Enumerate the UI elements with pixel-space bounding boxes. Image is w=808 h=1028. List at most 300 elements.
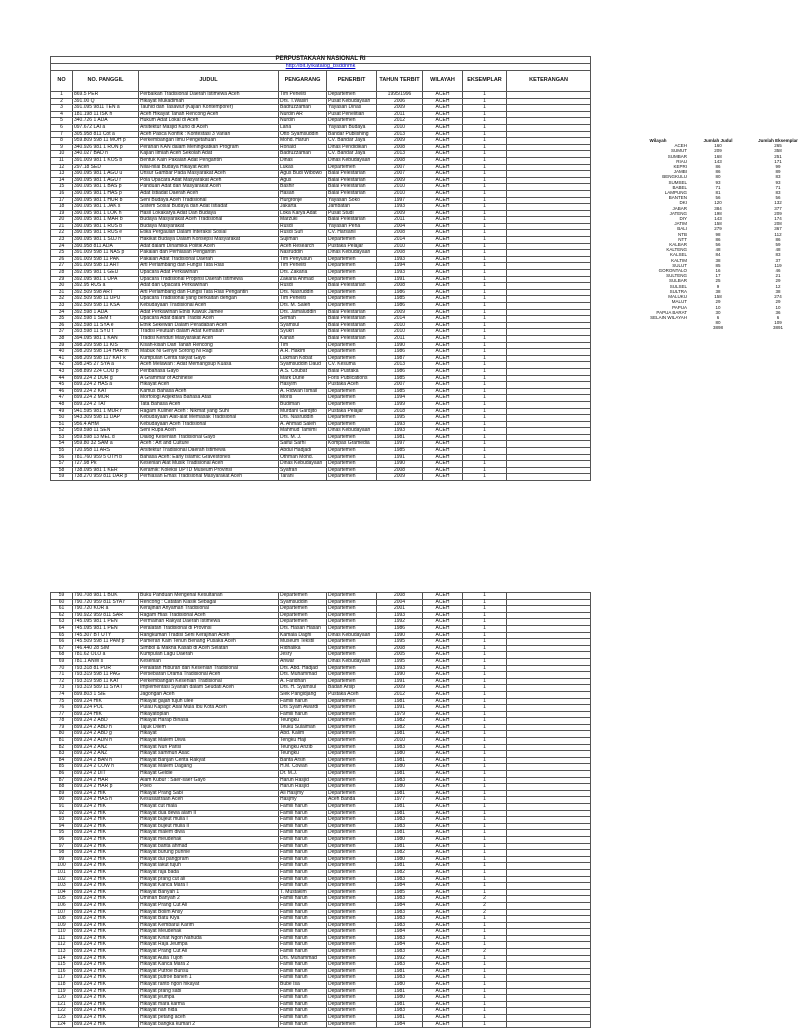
keterangan-cell[interactable] — [507, 401, 591, 408]
table-cell[interactable]: Kebudayaan Aceh Tradisional — [139, 421, 279, 428]
keterangan-cell[interactable] — [507, 131, 591, 138]
table-cell[interactable]: 1991 — [377, 454, 423, 461]
table-cell[interactable]: Departemen — [327, 619, 377, 626]
table-cell[interactable]: 2007 — [377, 164, 423, 171]
table-cell[interactable]: Hikayat malem diwa — [139, 830, 279, 837]
table-cell[interactable]: Pustaka Aceh — [327, 691, 377, 698]
table-cell[interactable]: Drs. Abd. Hadjad — [279, 665, 327, 672]
table-cell[interactable]: Hikayat prang sabi — [139, 988, 279, 995]
summary-cell[interactable]: JATIM — [674, 221, 687, 227]
keterangan-cell[interactable] — [507, 190, 591, 197]
table-cell[interactable]: 1 — [463, 843, 507, 850]
table-cell[interactable]: 66 — [51, 639, 73, 646]
keterangan-cell[interactable] — [507, 777, 591, 784]
table-cell[interactable]: ACEH — [423, 698, 463, 705]
table-cell[interactable]: 2008 — [377, 250, 423, 257]
summary-cell[interactable]: 59 — [775, 242, 781, 248]
table-cell[interactable]: 16 — [51, 190, 73, 197]
table-cell[interactable]: Lukas — [279, 164, 327, 171]
table-cell[interactable]: Departemen — [327, 1021, 377, 1028]
table-cell[interactable]: 899.224 2 HIK — [73, 804, 139, 811]
table-cell[interactable]: 44 — [51, 375, 73, 382]
keterangan-cell[interactable] — [507, 349, 591, 356]
table-cell[interactable]: 2009 — [377, 685, 423, 692]
table-cell[interactable]: Kebudayaan Tradisional Aceh — [139, 303, 279, 310]
table-cell[interactable]: Kesenian Alat Musik Tradisional Aceh — [139, 461, 279, 468]
table-cell[interactable]: ACEH — [423, 929, 463, 936]
table-cell[interactable]: 1990 — [377, 672, 423, 679]
summary-cell[interactable]: 158 — [714, 294, 722, 300]
table-cell[interactable]: 1980 — [377, 836, 423, 843]
keterangan-cell[interactable] — [507, 711, 591, 718]
table-cell[interactable]: 398.245 27 SYA a — [73, 362, 139, 369]
table-cell[interactable]: ACEH — [423, 355, 463, 362]
summary-cell[interactable]: BABEL — [672, 184, 687, 190]
table-cell[interactable]: Departemen — [327, 388, 377, 395]
keterangan-cell[interactable] — [507, 309, 591, 316]
table-cell[interactable]: ACEH — [423, 171, 463, 178]
table-cell[interactable]: ACEH — [423, 395, 463, 402]
table-cell[interactable]: Departemen — [279, 593, 327, 600]
table-cell[interactable]: ACEH — [423, 988, 463, 995]
table-cell[interactable]: 2010 — [377, 124, 423, 131]
table-cell[interactable]: 26 — [51, 256, 73, 263]
keterangan-cell[interactable] — [507, 744, 591, 751]
table-cell[interactable]: Budaya Masyarakat — [139, 223, 279, 230]
table-cell[interactable]: ACEH — [423, 1021, 463, 1028]
table-cell[interactable]: 36 — [51, 322, 73, 329]
table-cell[interactable]: 2004 — [377, 223, 423, 230]
table-cell[interactable]: Kanan — [279, 335, 327, 342]
table-cell[interactable]: Famili harun — [279, 817, 327, 824]
keterangan-cell[interactable] — [507, 1001, 591, 1008]
table-cell[interactable]: Perhiasan Emas Tradisional Masyarakat Aceh — [139, 474, 279, 481]
table-cell[interactable]: T. Mustakim — [279, 889, 327, 896]
table-cell[interactable]: 1 — [463, 408, 507, 415]
summary-cell[interactable]: 209 — [714, 148, 722, 154]
table-cell[interactable]: 115 — [51, 962, 73, 969]
keterangan-cell[interactable] — [507, 790, 591, 797]
summary-cell[interactable]: JABAR — [672, 205, 687, 211]
table-cell[interactable]: 899.224 2 HAR p — [73, 784, 139, 791]
keterangan-cell[interactable] — [507, 639, 591, 646]
table-cell[interactable]: 1985 — [377, 448, 423, 455]
table-cell[interactable]: 869.5 PER — [73, 92, 139, 99]
summary-cell[interactable]: 80 — [715, 320, 721, 326]
table-cell[interactable]: 1992 — [377, 955, 423, 962]
summary-cell[interactable]: 160 — [714, 143, 722, 149]
table-cell[interactable]: Departemen — [327, 790, 377, 797]
table-cell[interactable]: 2009 — [377, 474, 423, 481]
table-cell[interactable]: 2011 — [377, 335, 423, 342]
table-cell[interactable]: 2004 — [377, 599, 423, 606]
table-cell[interactable]: 27 — [51, 263, 73, 270]
table-cell[interactable]: 899.224 2 HIK — [73, 863, 139, 870]
table-cell[interactable]: ACEH — [423, 777, 463, 784]
table-cell[interactable]: Dinas Kebudayaan — [327, 658, 377, 665]
table-cell[interactable]: Hikayat Malem Dagang — [139, 764, 279, 771]
table-cell[interactable]: 37 — [51, 329, 73, 336]
table-cell[interactable]: Departemen — [327, 995, 377, 1002]
summary-cell[interactable]: SULBAR — [668, 278, 687, 284]
table-cell[interactable]: 1981 — [377, 863, 423, 870]
table-cell[interactable]: 1994 — [377, 395, 423, 402]
summary-cell[interactable]: 83 — [775, 252, 781, 258]
table-cell[interactable]: 1 — [463, 942, 507, 949]
table-cell[interactable]: Arti Perlambang dan Fungsi Tata Rias — [139, 263, 279, 270]
table-cell[interactable]: 392.509 598 ART — [73, 289, 139, 296]
summary-cell[interactable]: 174 — [774, 216, 782, 222]
table-cell[interactable]: 2 — [463, 909, 507, 916]
table-cell[interactable]: 123 — [51, 1015, 73, 1022]
table-cell[interactable]: Seni Budaya Aceh Tradisional — [139, 197, 279, 204]
table-cell[interactable]: Tim — [279, 342, 327, 349]
table-cell[interactable]: ACEH — [423, 388, 463, 395]
summary-cell[interactable]: 132 — [774, 200, 782, 206]
table-cell[interactable]: 14 — [51, 177, 73, 184]
table-cell[interactable]: 71 — [51, 672, 73, 679]
summary-cell[interactable]: KALTENG — [666, 247, 687, 253]
table-cell[interactable]: 7 — [51, 131, 73, 138]
table-cell[interactable]: 47 — [51, 395, 73, 402]
table-cell[interactable]: 23 — [51, 237, 73, 244]
table-cell[interactable]: A Grammar of Achinese — [139, 375, 279, 382]
table-cell[interactable]: Teungku — [279, 751, 327, 758]
table-cell[interactable]: ACEH — [423, 349, 463, 356]
table-cell[interactable]: Departemen — [327, 665, 377, 672]
table-cell[interactable]: ACEH — [423, 757, 463, 764]
table-cell[interactable]: 1983 — [377, 744, 423, 751]
table-cell[interactable]: 1 — [463, 823, 507, 830]
table-cell[interactable]: 34 — [51, 309, 73, 316]
table-cell[interactable]: ACEH — [423, 1008, 463, 1015]
table-cell[interactable]: Aceh Banda — [327, 797, 377, 804]
table-cell[interactable]: 746.440 28 SIM — [73, 645, 139, 652]
keterangan-cell[interactable] — [507, 362, 591, 369]
table-cell[interactable]: ACEH — [423, 632, 463, 639]
summary-cell[interactable]: 38 — [715, 257, 721, 263]
table-cell[interactable]: Dinas — [279, 157, 327, 164]
table-cell[interactable]: Balai Pelestarian — [327, 190, 377, 197]
table-cell[interactable]: ACEH — [423, 942, 463, 949]
keterangan-cell[interactable] — [507, 593, 591, 600]
table-cell[interactable]: Famili harun — [279, 949, 327, 956]
table-cell[interactable]: Famili harun — [279, 909, 327, 916]
table-cell[interactable]: 1 — [463, 639, 507, 646]
table-cell[interactable]: 899.224 2 HIK — [73, 889, 139, 896]
table-cell[interactable]: 22 — [51, 230, 73, 237]
table-cell[interactable]: Syamsul — [279, 322, 327, 329]
table-cell[interactable]: ACEH — [423, 204, 463, 211]
table-cell[interactable]: Departemen — [327, 850, 377, 857]
table-cell[interactable]: 1993 — [377, 204, 423, 211]
keterangan-cell[interactable] — [507, 724, 591, 731]
table-cell[interactable]: ACEH — [423, 797, 463, 804]
table-cell[interactable]: 1 — [463, 474, 507, 481]
summary-cell[interactable]: 209 — [774, 210, 782, 216]
table-cell[interactable]: 5 — [51, 118, 73, 125]
keterangan-cell[interactable] — [507, 421, 591, 428]
keterangan-cell[interactable] — [507, 652, 591, 659]
table-cell[interactable]: ACEH — [423, 672, 463, 679]
table-cell[interactable]: 1 — [463, 625, 507, 632]
summary-cell[interactable]: 46 — [775, 268, 781, 274]
table-cell[interactable]: Upacara Adat Perkawinan — [139, 270, 279, 277]
table-cell[interactable]: 1983 — [377, 949, 423, 956]
table-cell[interactable]: 392.095 981 1 GEU — [73, 270, 139, 277]
keterangan-cell[interactable] — [507, 909, 591, 916]
table-cell[interactable]: 793.319 598 11 PAG — [73, 672, 139, 679]
table-cell[interactable]: Nurdin AR — [279, 111, 327, 118]
table-cell[interactable]: 2009 — [377, 210, 423, 217]
table-cell[interactable]: Famili harun — [279, 698, 327, 705]
table-cell[interactable]: 1995 — [377, 415, 423, 422]
table-cell[interactable]: 2012 — [377, 118, 423, 125]
table-cell[interactable]: 2009 — [377, 309, 423, 316]
table-cell[interactable]: Bashir — [279, 184, 327, 191]
table-cell[interactable]: ACEH — [423, 144, 463, 151]
table-cell[interactable]: Hikayat Banjan Cerita Rakyat — [139, 757, 279, 764]
table-cell[interactable]: Famili harun — [279, 1021, 327, 1028]
table-cell[interactable]: 56 — [51, 454, 73, 461]
summary-cell[interactable]: DKI — [679, 200, 687, 206]
table-cell[interactable]: ACEH — [423, 968, 463, 975]
table-cell[interactable]: Loka Karya Adat — [279, 210, 327, 217]
table-cell[interactable]: Sujiman — [279, 237, 327, 244]
table-cell[interactable]: 899.224 2 HIK — [73, 843, 139, 850]
table-cell[interactable]: Balai Pelestarian — [327, 171, 377, 178]
keterangan-cell[interactable] — [507, 454, 591, 461]
table-cell[interactable]: 391.00 Q — [73, 98, 139, 105]
table-cell[interactable]: 52 — [51, 428, 73, 435]
table-cell[interactable]: Departemen — [327, 942, 377, 949]
table-cell[interactable]: Kisah-kisah Dari Tanah Rencong — [139, 342, 279, 349]
table-cell[interactable]: ACEH — [423, 625, 463, 632]
table-cell[interactable]: Moris — [279, 395, 327, 402]
table-cell[interactable]: Famili harun — [279, 1008, 327, 1015]
table-cell[interactable]: ACEH — [423, 210, 463, 217]
table-cell[interactable]: 1 — [463, 197, 507, 204]
keterangan-cell[interactable] — [507, 995, 591, 1002]
table-cell[interactable]: Hikayat Prang Cut Ali — [139, 949, 279, 956]
table-cell[interactable]: Departemen — [327, 672, 377, 679]
table-cell[interactable]: 899.224 2 HIK — [73, 968, 139, 975]
table-cell[interactable]: 392.598 1 SEM t — [73, 316, 139, 323]
table-cell[interactable]: Lana — [279, 124, 327, 131]
table-cell[interactable]: ACEH — [423, 751, 463, 758]
table-cell[interactable]: 899.224 2 HIK — [73, 1008, 139, 1015]
table-cell[interactable]: 85 — [51, 764, 73, 771]
keterangan-cell[interactable] — [507, 606, 591, 613]
table-cell[interactable]: 12 — [51, 164, 73, 171]
table-cell[interactable]: Departemen — [327, 955, 377, 962]
table-cell[interactable]: 899.224 2 HIK — [73, 995, 139, 1002]
table-cell[interactable]: Hikayat bujeut mulia II — [139, 823, 279, 830]
table-cell[interactable]: Hikayat raja bada — [139, 869, 279, 876]
table-cell[interactable]: 1980 — [377, 982, 423, 989]
table-cell[interactable]: 899.224 HIK — [73, 698, 139, 705]
table-cell[interactable]: Famili harun — [279, 929, 327, 936]
table-cell[interactable]: ACEH — [423, 118, 463, 125]
table-cell[interactable]: Departemen — [327, 764, 377, 771]
table-cell[interactable]: ACEH — [423, 606, 463, 613]
table-cell[interactable]: 107 — [51, 909, 73, 916]
table-cell[interactable]: 105 — [51, 896, 73, 903]
table-cell[interactable]: 1 — [463, 705, 507, 712]
table-cell[interactable]: 1 — [463, 395, 507, 402]
table-cell[interactable]: CV. Bandar Jaya — [327, 151, 377, 158]
table-cell[interactable]: 1 — [463, 316, 507, 323]
table-cell[interactable]: Departemen — [327, 237, 377, 244]
table-cell[interactable]: Departemen — [327, 817, 377, 824]
summary-cell[interactable] — [628, 325, 688, 330]
table-cell[interactable]: 1981 — [377, 757, 423, 764]
table-cell[interactable]: 1 — [463, 243, 507, 250]
table-cell[interactable]: 899.224 2 HIK — [73, 883, 139, 890]
keterangan-cell[interactable] — [507, 883, 591, 890]
table-cell[interactable]: Famili harun — [279, 975, 327, 982]
table-cell[interactable]: 340.926 981 1 RON p — [73, 144, 139, 151]
table-cell[interactable]: 1977 — [377, 797, 423, 804]
summary-cell[interactable]: PAPUA — [672, 304, 687, 310]
table-cell[interactable]: 1 — [463, 263, 507, 270]
table-cell[interactable]: 103 — [51, 883, 73, 890]
table-cell[interactable]: Hikayat prang cut ali — [139, 876, 279, 883]
table-cell[interactable]: 391.009 981 1 KOS b — [73, 157, 139, 164]
table-cell[interactable]: 899.224 2 HAR — [73, 777, 139, 784]
keterangan-cell[interactable] — [507, 850, 591, 857]
table-cell[interactable]: Teungku — [279, 718, 327, 725]
table-cell[interactable]: Hikayat putroe banen 1 — [139, 975, 279, 982]
table-cell[interactable]: 899.224 2 HIK — [73, 962, 139, 969]
table-cell[interactable]: Adat dan Upacara Perkawinan — [139, 283, 279, 290]
table-cell[interactable]: Departemen — [327, 869, 377, 876]
table-cell[interactable]: Departemen — [327, 118, 377, 125]
table-cell[interactable]: Hikayat banta ahmad — [139, 843, 279, 850]
table-cell[interactable]: 63 — [51, 619, 73, 626]
table-cell[interactable]: 745.509 598 11 PAM p — [73, 639, 139, 646]
table-cell[interactable]: 25 — [51, 250, 73, 257]
table-cell[interactable]: Departemen — [327, 744, 377, 751]
table-cell[interactable]: A. Faridhan — [279, 678, 327, 685]
table-cell[interactable]: Departemen — [279, 619, 327, 626]
table-cell[interactable]: 720.958 11 ARS — [73, 448, 139, 455]
table-cell[interactable]: Anwar — [279, 658, 327, 665]
table-cell[interactable]: Hikayat Aulia Tujoh — [139, 955, 279, 962]
table-cell[interactable]: Departemen — [327, 355, 377, 362]
table-cell[interactable]: 899.803 1 SIE — [73, 691, 139, 698]
table-cell[interactable]: 2006 — [377, 98, 423, 105]
table-cell[interactable]: 17 — [51, 197, 73, 204]
table-cell[interactable]: ACEH — [423, 652, 463, 659]
table-cell[interactable]: 2010 — [377, 329, 423, 336]
table-cell[interactable]: 106 — [51, 902, 73, 909]
table-cell[interactable]: 1986 — [377, 303, 423, 310]
summary-cell[interactable]: 84 — [715, 252, 721, 258]
keterangan-cell[interactable] — [507, 705, 591, 712]
table-cell[interactable]: ACEH — [423, 256, 463, 263]
table-cell[interactable]: Departemen — [327, 599, 377, 606]
table-cell[interactable]: Drs. Muhammad — [279, 672, 327, 679]
table-cell[interactable]: Departemen — [327, 902, 377, 909]
keterangan-cell[interactable] — [507, 810, 591, 817]
table-cell[interactable]: 1 — [463, 401, 507, 408]
summary-cell[interactable]: MALUT — [671, 299, 687, 305]
keterangan-cell[interactable] — [507, 448, 591, 455]
table-cell[interactable]: 899.224 HIK — [73, 711, 139, 718]
table-cell[interactable]: ACEH — [423, 645, 463, 652]
table-cell[interactable]: Drs. Zakaria — [279, 270, 327, 277]
table-cell[interactable]: Dinas Kebudayaan — [327, 428, 377, 435]
table-cell[interactable]: Hikayat Banyah 1 — [139, 889, 279, 896]
table-cell[interactable]: 1982 — [377, 850, 423, 857]
table-cell[interactable]: Departemen — [327, 1008, 377, 1015]
table-cell[interactable]: Departemen — [327, 876, 377, 883]
keterangan-cell[interactable] — [507, 98, 591, 105]
keterangan-cell[interactable] — [507, 817, 591, 824]
table-cell[interactable]: Drs. Nasruddin — [279, 415, 327, 422]
table-cell[interactable]: 1990 — [377, 342, 423, 349]
table-cell[interactable]: 392.598 1 ADA — [73, 309, 139, 316]
table-cell[interactable]: 2008 — [377, 467, 423, 474]
keterangan-cell[interactable] — [507, 270, 591, 277]
table-cell[interactable]: 1 — [463, 593, 507, 600]
table-cell[interactable]: Alam Kubur : Saer-saer Gayo — [139, 777, 279, 784]
table-cell[interactable]: Famili harun — [279, 1015, 327, 1022]
table-cell[interactable]: A. Ahmad Saleh — [279, 421, 327, 428]
table-cell[interactable]: 59 — [51, 474, 73, 481]
table-cell[interactable]: Departemen — [327, 843, 377, 850]
table-cell[interactable]: Departemen — [327, 395, 377, 402]
keterangan-cell[interactable] — [507, 283, 591, 290]
table-cell[interactable]: Mabuk Ni Genye Sorong Ni Ragi — [139, 349, 279, 356]
table-cell[interactable]: ACEH — [423, 342, 463, 349]
table-cell[interactable]: Departemen — [327, 962, 377, 969]
table-cell[interactable]: 21 — [51, 223, 73, 230]
table-cell[interactable]: Tata Bahasa Aceh — [139, 401, 279, 408]
table-cell[interactable]: Hikayat burung punnie — [139, 850, 279, 857]
keterangan-cell[interactable] — [507, 856, 591, 863]
table-cell[interactable]: 1980 — [377, 751, 423, 758]
table-cell[interactable]: 097.672 LAI a — [73, 124, 139, 131]
table-cell[interactable]: 1 — [463, 124, 507, 131]
table-cell[interactable]: 391.095 9811 TEN a — [73, 105, 139, 112]
table-cell[interactable]: 392.598 11 SYA e — [73, 322, 139, 329]
table-cell[interactable]: Harun Rasjid — [279, 784, 327, 791]
keterangan-cell[interactable] — [507, 665, 591, 672]
table-cell[interactable]: Departemen — [327, 896, 377, 903]
table-cell[interactable]: 1 — [463, 270, 507, 277]
table-cell[interactable]: 297.18 SED — [73, 164, 139, 171]
summary-cell[interactable]: 81 — [715, 190, 721, 196]
keterangan-cell[interactable] — [507, 335, 591, 342]
summary-cell[interactable]: KALTIM — [671, 257, 687, 263]
table-cell[interactable]: Hikayat Aceh — [139, 382, 279, 389]
table-cell[interactable]: Hikayat Meudehak — [139, 929, 279, 936]
keterangan-cell[interactable] — [507, 757, 591, 764]
table-cell[interactable]: 68 — [51, 652, 73, 659]
table-cell[interactable]: Mark Durie — [279, 375, 327, 382]
table-cell[interactable]: 30 — [51, 283, 73, 290]
table-cell[interactable]: ACEH — [423, 685, 463, 692]
table-cell[interactable]: ACEH — [423, 92, 463, 99]
summary-cell[interactable]: 168 — [714, 153, 722, 159]
table-cell[interactable]: 899.224 2 HIK — [73, 1015, 139, 1022]
table-cell[interactable]: 1 — [463, 784, 507, 791]
table-cell[interactable]: ACEH — [423, 408, 463, 415]
table-cell[interactable]: 92 — [51, 810, 73, 817]
table-cell[interactable]: 55 — [51, 448, 73, 455]
